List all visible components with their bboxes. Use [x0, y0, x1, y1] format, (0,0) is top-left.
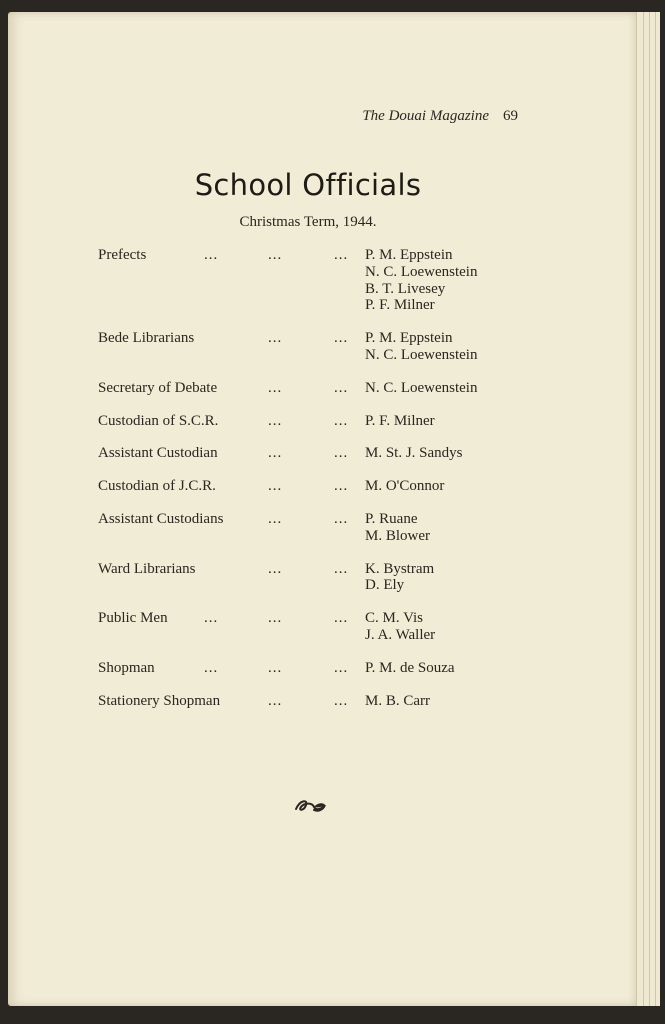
leader-dots: ... [334, 510, 349, 527]
role-label: Secretary of Debate [98, 379, 218, 396]
official-row [98, 693, 548, 710]
leader-dots: ... [334, 610, 349, 627]
running-head [8, 108, 518, 125]
magazine-name: The Douai Magazine [362, 108, 489, 124]
role-label: Prefects [98, 247, 147, 263]
official-name: N. C. Loewenstein [365, 379, 478, 396]
official-name: P. M. Eppstein [365, 330, 453, 347]
role-label: Custodian of J.C.R. [98, 478, 216, 495]
leader-dots: ... [268, 560, 283, 577]
leader-dots: ... [268, 379, 283, 396]
official-name: B. T. Livesey [365, 280, 446, 297]
official-name: M. St. J. Sandys [365, 445, 463, 462]
official-name: N. C. Loewenstein [365, 346, 478, 363]
role-label: Stationery Shopman [98, 692, 221, 709]
leader-dots: ... [334, 478, 349, 495]
role-label: Custodian of S.C.R. [98, 412, 219, 429]
leader-dots: ... [268, 659, 283, 676]
role-label: Ward Librarians [98, 560, 196, 577]
role-label: Assistant Custodian [98, 445, 218, 462]
names-block [365, 445, 548, 462]
leader-dots: ... [334, 379, 349, 396]
role-label: Shopman [98, 659, 155, 676]
official-name: P. F. Milner [365, 412, 435, 429]
officials-list [98, 247, 548, 725]
official-name: P. M. de Souza [365, 659, 455, 676]
page-number: 69 [503, 108, 518, 124]
role-label: Bede Librarians [98, 330, 195, 347]
names-block [365, 610, 548, 644]
official-row [98, 445, 548, 462]
official-name: P. Ruane [365, 510, 418, 527]
names-block [365, 380, 548, 397]
leader-dots: ... [204, 610, 219, 627]
official-row [98, 511, 548, 545]
names-block [365, 561, 548, 595]
names-block [365, 413, 548, 430]
role-label: Public Men [98, 610, 168, 627]
official-row [98, 610, 548, 644]
official-name: N. C. Loewenstein [365, 263, 478, 280]
leader-dots: ... [268, 445, 283, 462]
leader-dots: ... [204, 659, 219, 676]
official-name: D. Ely [365, 577, 405, 594]
official-row [98, 380, 548, 397]
leader-dots: ... [334, 445, 349, 462]
official-name: M. Blower [365, 527, 430, 544]
names-block [365, 511, 548, 545]
leader-dots: ... [334, 412, 349, 429]
official-name: P. F. Milner [365, 297, 435, 314]
leader-dots: ... [268, 610, 283, 627]
names-block [365, 660, 548, 677]
names-block [365, 330, 548, 364]
official-name: C. M. Vis [365, 610, 424, 627]
leader-dots: ... [268, 330, 283, 347]
names-block [365, 247, 548, 314]
fleuron-icon [292, 796, 328, 816]
leader-dots: ... [268, 692, 283, 709]
leader-dots: ... [334, 692, 349, 709]
leader-dots: ... [204, 247, 219, 263]
names-block [365, 478, 548, 495]
official-row [98, 247, 548, 314]
leader-dots: ... [334, 247, 349, 263]
leader-dots: ... [334, 560, 349, 577]
book-page [8, 12, 636, 1006]
official-row [98, 660, 548, 677]
official-name: K. Bystram [365, 560, 435, 577]
official-name: M. O'Connor [365, 478, 445, 495]
official-row [98, 413, 548, 430]
leader-dots: ... [268, 510, 283, 527]
leader-dots: ... [268, 247, 283, 263]
official-row [98, 478, 548, 495]
official-row [98, 330, 548, 364]
names-block [365, 693, 548, 710]
leader-dots: ... [334, 330, 349, 347]
official-row [98, 561, 548, 595]
role-label: Assistant Custodians [98, 510, 224, 527]
leader-dots: ... [268, 478, 283, 495]
official-name: P. M. Eppstein [365, 247, 453, 263]
official-name: J. A. Waller [365, 626, 436, 643]
official-name: M. B. Carr [365, 692, 430, 709]
leader-dots: ... [268, 412, 283, 429]
page-subtitle: Christmas Term, 1944. [239, 214, 377, 230]
page-edge [655, 12, 660, 1006]
leader-dots: ... [334, 659, 349, 676]
page-title: School Officials [194, 168, 422, 202]
page-edge [636, 12, 643, 1006]
